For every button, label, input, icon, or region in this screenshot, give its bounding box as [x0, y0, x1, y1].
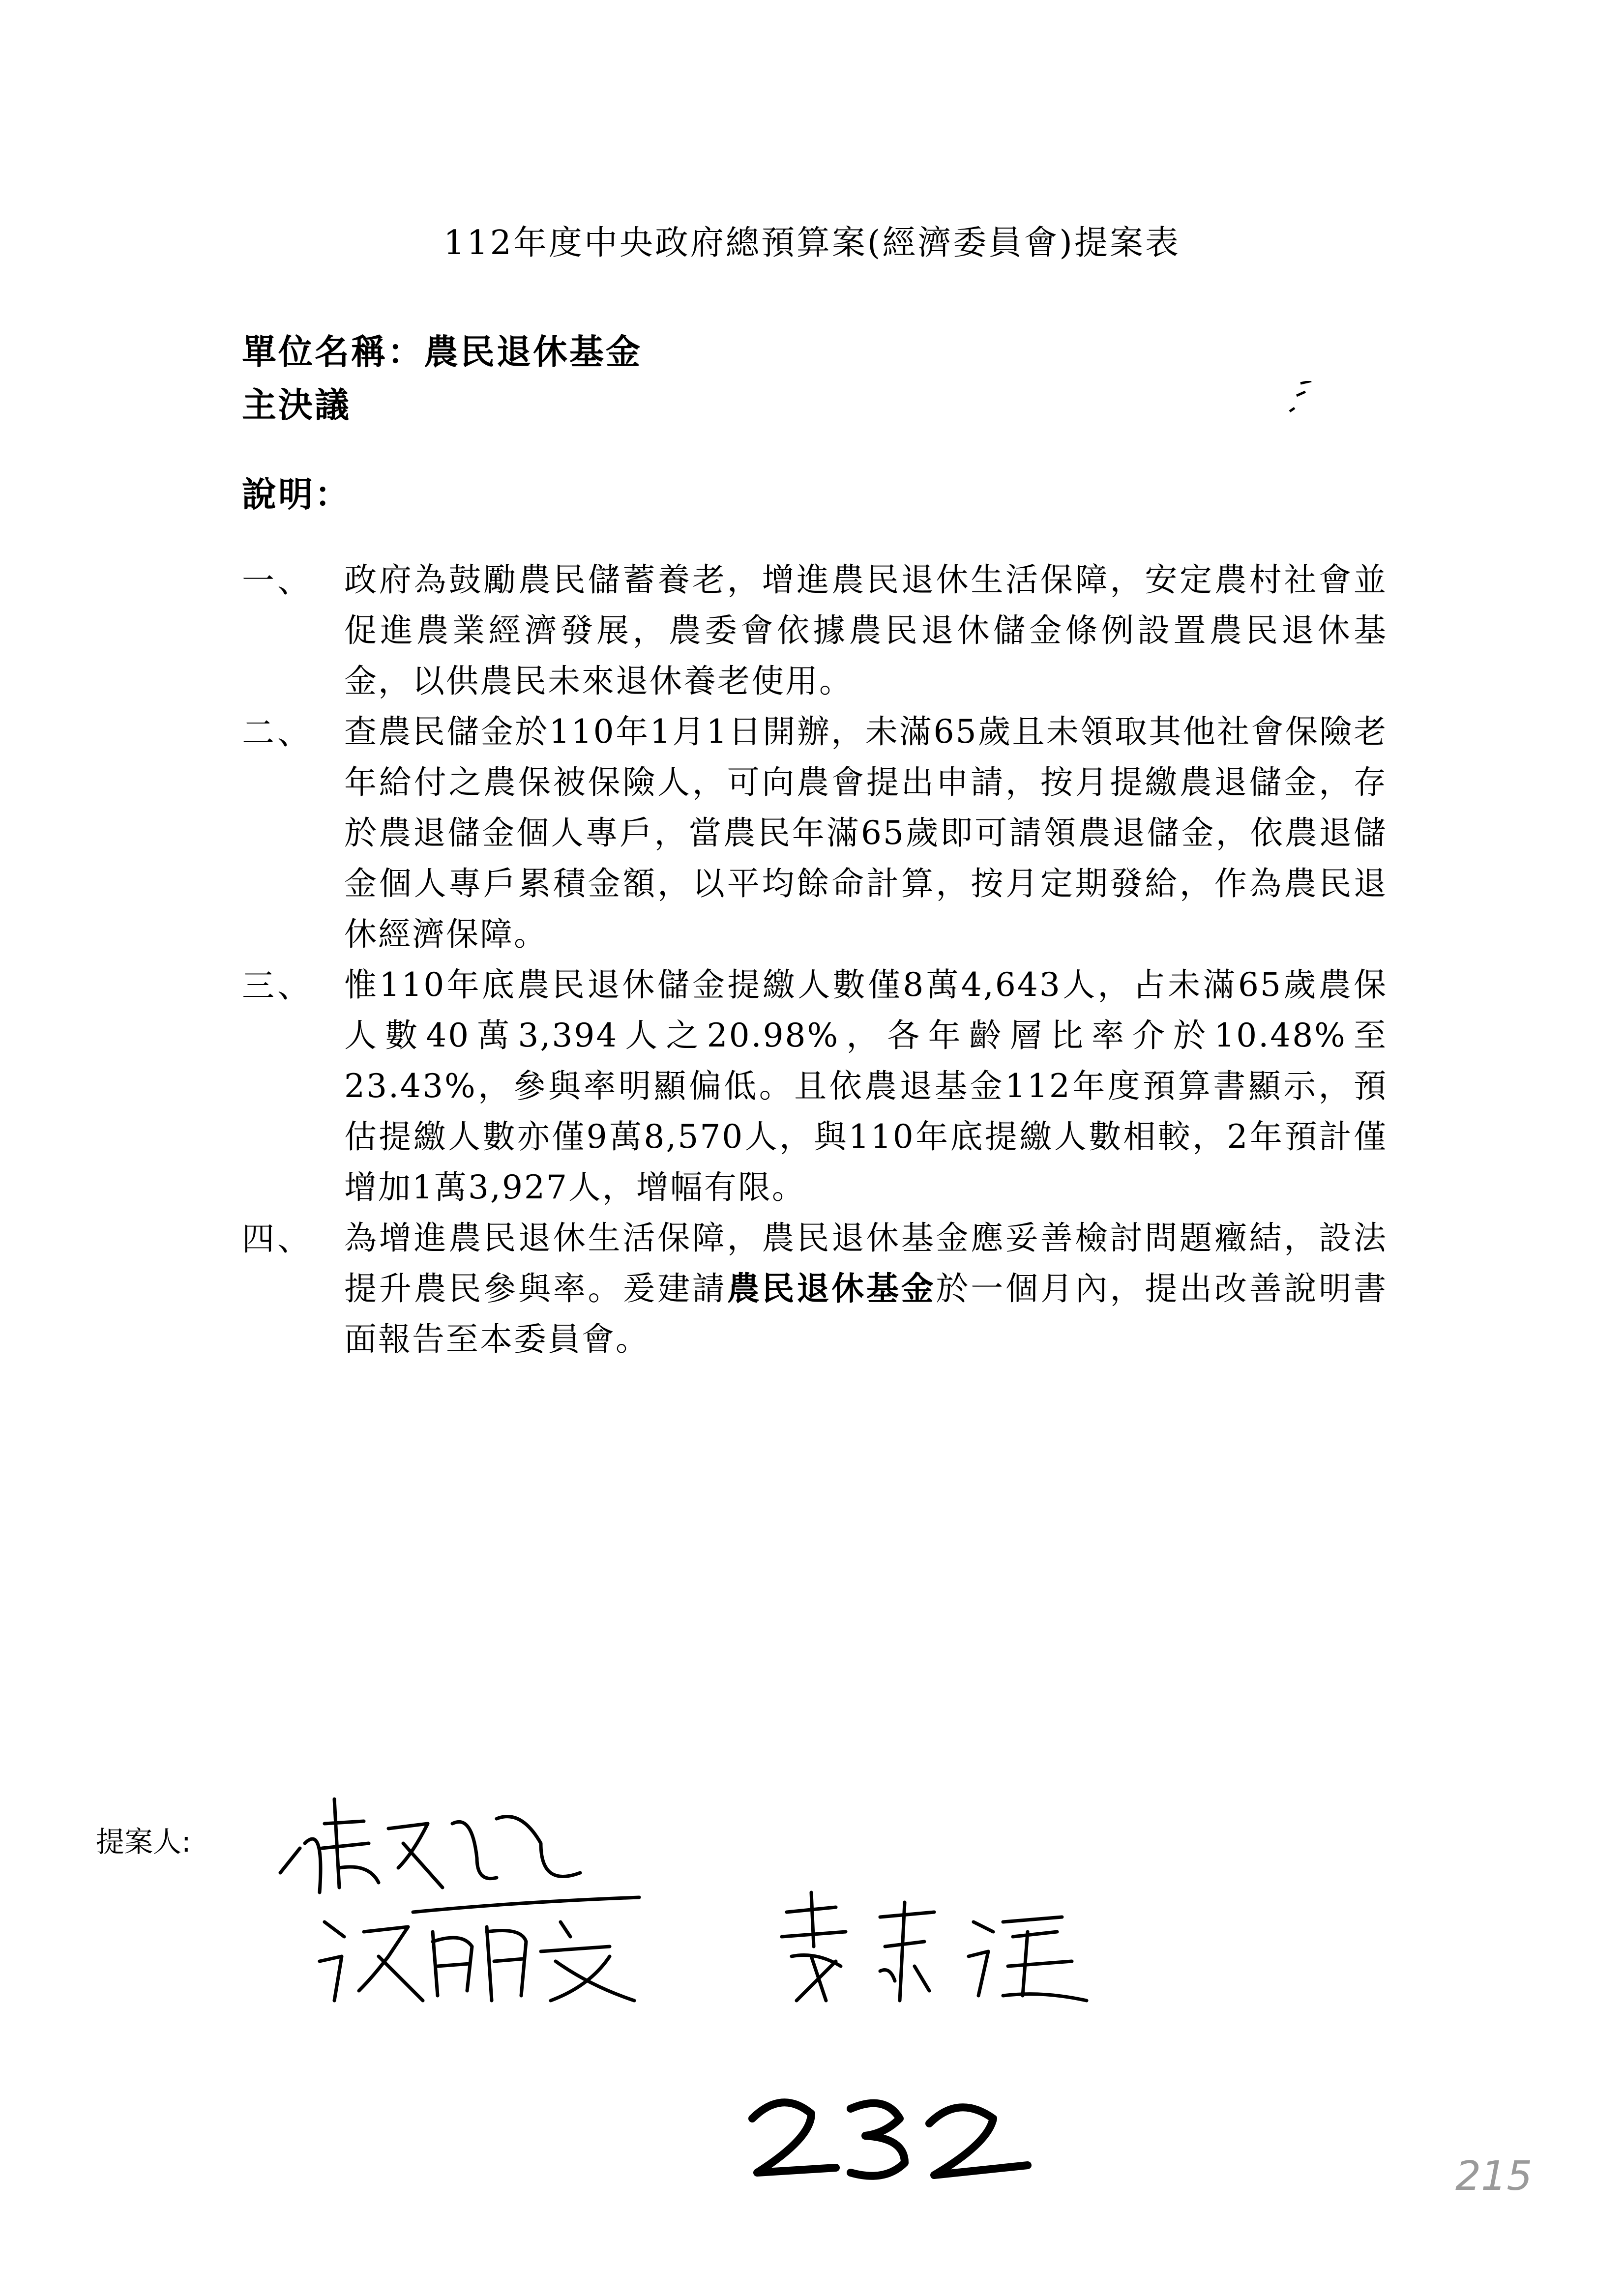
- proposer-label: 提案人:: [96, 1825, 191, 1859]
- explanation-heading: 說明：: [242, 474, 351, 515]
- explanation-list: [242, 554, 1388, 1365]
- document-title: 112年度中央政府總預算案(經濟委員會)提案表: [443, 224, 1181, 262]
- unit-heading: [242, 324, 642, 374]
- list-item: [242, 554, 1388, 706]
- item-text: [344, 1213, 1388, 1365]
- item-number: 三、: [242, 967, 313, 1005]
- item-number: 一、: [242, 562, 313, 600]
- list-item: [242, 706, 1388, 959]
- item-text: 政府為鼓勵農民儲蓄養老，增進農民退休生活保障，安定農村社會並促進農業經濟發展，農委會依據農民退休儲金條例設置農民退休基金，以供農民未來退休養老使用。: [344, 561, 1388, 700]
- list-item: [242, 959, 1388, 1213]
- unit-label: 單位名稱：: [242, 331, 424, 372]
- item-number: 二、: [242, 714, 313, 752]
- handwritten-number-icon: [738, 2079, 1042, 2187]
- signature-3-icon: [767, 1883, 1101, 2010]
- item-text: 查農民儲金於110年1月1日開辦，未滿65歲且未領取其他社會保險老年給付之農保被保險人，可向農會提出申請，按月提繳農退儲金，存於農退儲金個人專戶，當農民年滿65歲即可請領農退儲金，依農退儲金個人專戶累積金額，以平均餘命計算，按月定期發給，作為農民退休經濟保障。: [344, 713, 1388, 953]
- list-item: [242, 1213, 1388, 1365]
- signature-2-icon: [315, 1902, 669, 2015]
- item-text-bold: 農民退休基金: [727, 1269, 936, 1308]
- item-text-part: 為增進農民退休生活保障，農民退休基金應妥善檢討問題癥結，設法提升農民參與率。爰建請: [344, 1219, 1388, 1308]
- page-number: 215: [1455, 2153, 1533, 2200]
- item-text: 惟110年底農民退休儲金提繳人數僅8萬4,643人，占未滿65歲農保人數40萬3,394人之20.98%，各年齡層比率介於10.48%至23.43%，參與率明顯偏低。且依農退基金112年度預算書顯示，預估提繳人數亦僅9萬8,570人，與110年底提繳人數相較，2年預計僅增加1萬3,927人，增幅有限。: [344, 966, 1388, 1206]
- main-resolution-heading: 主決議: [242, 384, 351, 425]
- unit-name: 農民退休基金: [424, 331, 642, 372]
- item-number: 四、: [242, 1220, 313, 1258]
- item-text-part: 於一個月內，提出改善說明書面報告至本委員會。: [344, 1270, 1388, 1358]
- stray-mark-icon: [1286, 381, 1315, 415]
